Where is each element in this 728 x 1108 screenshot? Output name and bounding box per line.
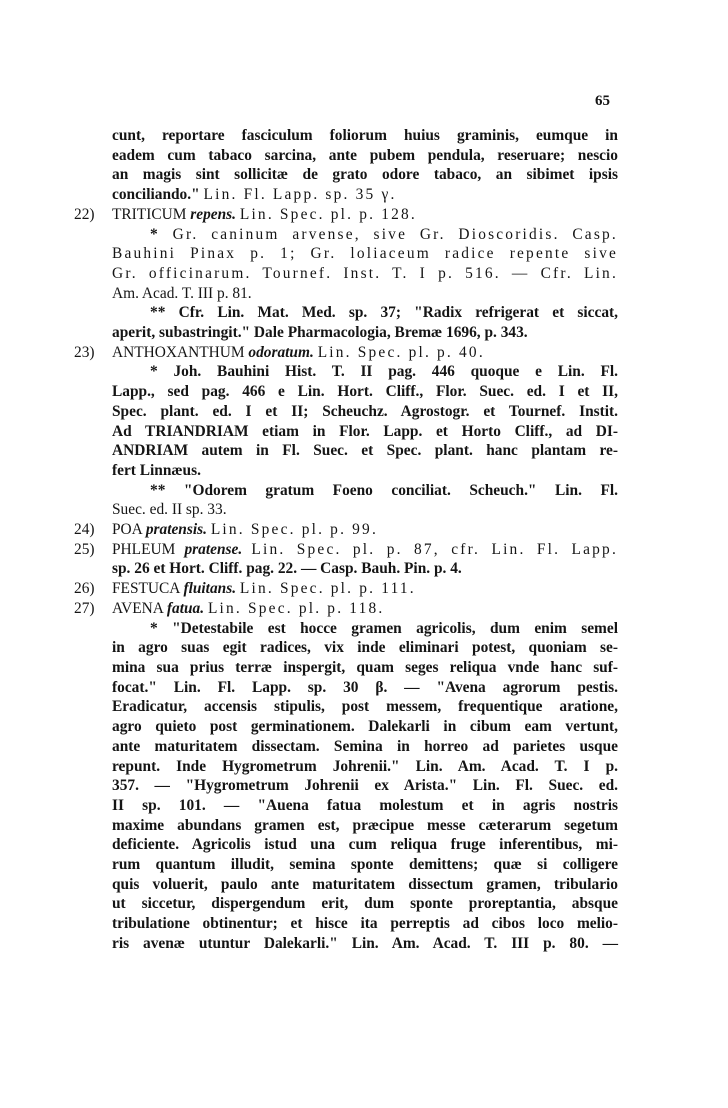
- footnote-mark: **: [150, 304, 166, 322]
- note-line: fert Linnæus.: [112, 461, 201, 479]
- entry-number: 24): [74, 521, 95, 539]
- species-name: repens.: [190, 205, 236, 223]
- note-line: Eradicatur, accensis stipulis, post messem, frequentique aratione,: [112, 698, 618, 716]
- note-line: [112, 225, 618, 245]
- note-line: ANDRIAM autem in Fl. Suec. et Spec. plant. hanc plantam re-: [112, 442, 618, 460]
- note-line: quis voluerit, paulo ante maturitatem dissectum gramen, tribulario: [112, 875, 618, 893]
- entry-heading: [74, 343, 618, 363]
- entry-avena: [74, 599, 618, 954]
- note-line: [112, 362, 618, 382]
- note-line: [112, 303, 618, 323]
- note-line: Bauhini Pinax p. 1; Gr. loliaceum radice repente sive: [112, 245, 618, 263]
- genus-name: PHLEUM: [112, 540, 176, 558]
- entry-festuca: [74, 579, 618, 599]
- note-line: Spec. plant. ed. I et II; Scheuchz. Agrostogr. et Tournef. Instit.: [112, 402, 618, 420]
- species-name: fluitans.: [183, 580, 237, 598]
- text-line: cunt, reportare fasciculum foliorum huius graminis, eumque in: [112, 127, 618, 144]
- note-line: Gr. officinarum. Tournef. Inst. T. I p. 516. — Cfr. Lin.: [112, 264, 618, 282]
- reference: Lin. Spec. pl. p. 99.: [210, 521, 379, 539]
- note-text: Joh. Bauhini Hist. T. II pag. 446 quoque e Lin. Fl.: [173, 363, 618, 381]
- footnote-mark: *: [150, 363, 158, 381]
- note-line: Suec. ed. II sp. 33.: [112, 501, 227, 519]
- note-line: Ad TRIANDRIAM etiam in Flor. Lapp. et Horto Cliff., ad DI-: [112, 422, 618, 440]
- entry-number: 22): [74, 205, 95, 223]
- note-text: "Odorem gratum Foeno conciliat. Scheuch." Lin. Fl.: [183, 481, 618, 499]
- footnote-mark: *: [150, 619, 158, 637]
- species-name: pratense.: [184, 540, 243, 558]
- footnote-mark: *: [150, 225, 160, 243]
- text-line: eadem cum tabaco sarcina, ante pubem pendula, reseruare; nescio: [112, 146, 618, 164]
- footnote-mark: **: [150, 481, 166, 499]
- entry-heading: [74, 540, 618, 560]
- text-line: [112, 185, 618, 205]
- note-line: focat." Lin. Fl. Lapp. sp. 30 β. — "Avena agrorum pestis.: [112, 678, 618, 696]
- note-line: [112, 481, 618, 501]
- genus-name: ANTHOXANTHUM: [112, 343, 245, 361]
- entry-number: 25): [74, 540, 95, 558]
- note-line: repunt. Inde Hygrometrum Johrenii." Lin. Am. Acad. T. I p.: [112, 757, 618, 775]
- text-line: an magis sint sollicitæ de grato odore tabaco, an sibimet ipsis: [112, 166, 618, 184]
- entry-anthoxanthum: [74, 343, 618, 520]
- note-line: [112, 619, 618, 639]
- entry-heading: [74, 520, 618, 540]
- reference-continued: sp. 26 et Hort. Cliff. pag. 22. — Casp. Bauh. Pin. p. 4.: [112, 560, 462, 578]
- entry-heading: [74, 205, 618, 225]
- page-body: [74, 126, 619, 954]
- note-line: aperit, subastringit." Dale Pharmacologia, Bremæ 1696, p. 343.: [112, 324, 528, 342]
- reference: Lin. Spec. pl. p. 111.: [239, 580, 416, 598]
- species-name: fatua.: [166, 599, 205, 617]
- note-line: II sp. 101. — "Auena fatua molestum et in agris nostris: [112, 796, 618, 814]
- entry-triticum: [74, 205, 619, 343]
- species-name: pratensis.: [145, 521, 207, 539]
- genus-name: FESTUCA: [112, 580, 180, 598]
- note-text: Gr. caninum arvense, sive Gr. Dioscoridis. Casp.: [172, 225, 618, 243]
- reference: Lin. Fl. Lapp. sp. 35 γ.: [203, 186, 397, 204]
- reference: Lin. Spec. pl. p. 40.: [317, 343, 485, 361]
- note-line: 357. — "Hygrometrum Johrenii ex Arista." Lin. Fl. Suec. ed.: [112, 777, 618, 795]
- note-line: tribulatione obtinentur; et hisce ita perreptis ad cibos loco melio-: [112, 915, 618, 933]
- note-line: Lapp., sed pag. 466 e Lin. Hort. Cliff., Flor. Suec. ed. I et II,: [112, 383, 618, 401]
- note-line: rum quantum illudit, semina sponte demittens; quæ si colligere: [112, 856, 618, 874]
- entry-heading: [74, 599, 618, 619]
- entry-number: 26): [74, 580, 95, 598]
- note-line: ris avenæ utuntur Dalekarli." Lin. Am. Acad. T. III p. 80. —: [112, 934, 618, 952]
- page-number: 65: [595, 93, 610, 109]
- genus-name: POA: [112, 521, 142, 539]
- entry-poa: [74, 520, 618, 540]
- note-text: "Detestabile est hocce gramen agricolis, dum enim semel: [172, 619, 618, 637]
- note-line: ante maturitatem dissectam. Semina in horreo ad parietes usque: [112, 737, 618, 755]
- entry-phleum: [74, 540, 618, 579]
- note-line: agro quieto post germinationem. Dalekarli in cibum eam vertunt,: [112, 718, 618, 736]
- note-line: in agro suas egit radices, vix inde eliminari potest, quoniam se-: [112, 639, 618, 657]
- note-line: ut siccetur, dispergendum erit, dum sponte proreptantia, absque: [112, 895, 618, 913]
- entry-heading: [74, 579, 618, 599]
- quote-end: conciliando.": [112, 186, 200, 204]
- reference: Lin. Spec. pl. p. 128.: [239, 205, 417, 223]
- reference: Lin. Spec. pl. p. 118.: [207, 599, 385, 617]
- species-name: odoratum.: [248, 343, 314, 361]
- note-line: maxime abundans gramen est, præcipue messe cæterarum segetum: [112, 816, 618, 834]
- note-line: Am. Acad. T. III p. 81.: [112, 284, 252, 302]
- genus-name: AVENA: [112, 599, 164, 617]
- continuation-paragraph: [112, 126, 618, 205]
- entry-number: 27): [74, 599, 95, 617]
- note-text: Cfr. Lin. Mat. Med. sp. 37; "Radix refrigerat et siccat,: [178, 304, 619, 322]
- note-line: deficiente. Agricolis istud una cum reliqua fruge inferentibus, mi-: [112, 836, 618, 854]
- entry-number: 23): [74, 343, 95, 361]
- genus-name: TRITICUM: [112, 205, 187, 223]
- reference: Lin. Spec. pl. p. 87, cfr. Lin. Fl. Lapp.: [251, 540, 618, 558]
- note-line: mina sua prius terræ inspergit, quam seges reliqua vnde hanc suf-: [112, 658, 618, 676]
